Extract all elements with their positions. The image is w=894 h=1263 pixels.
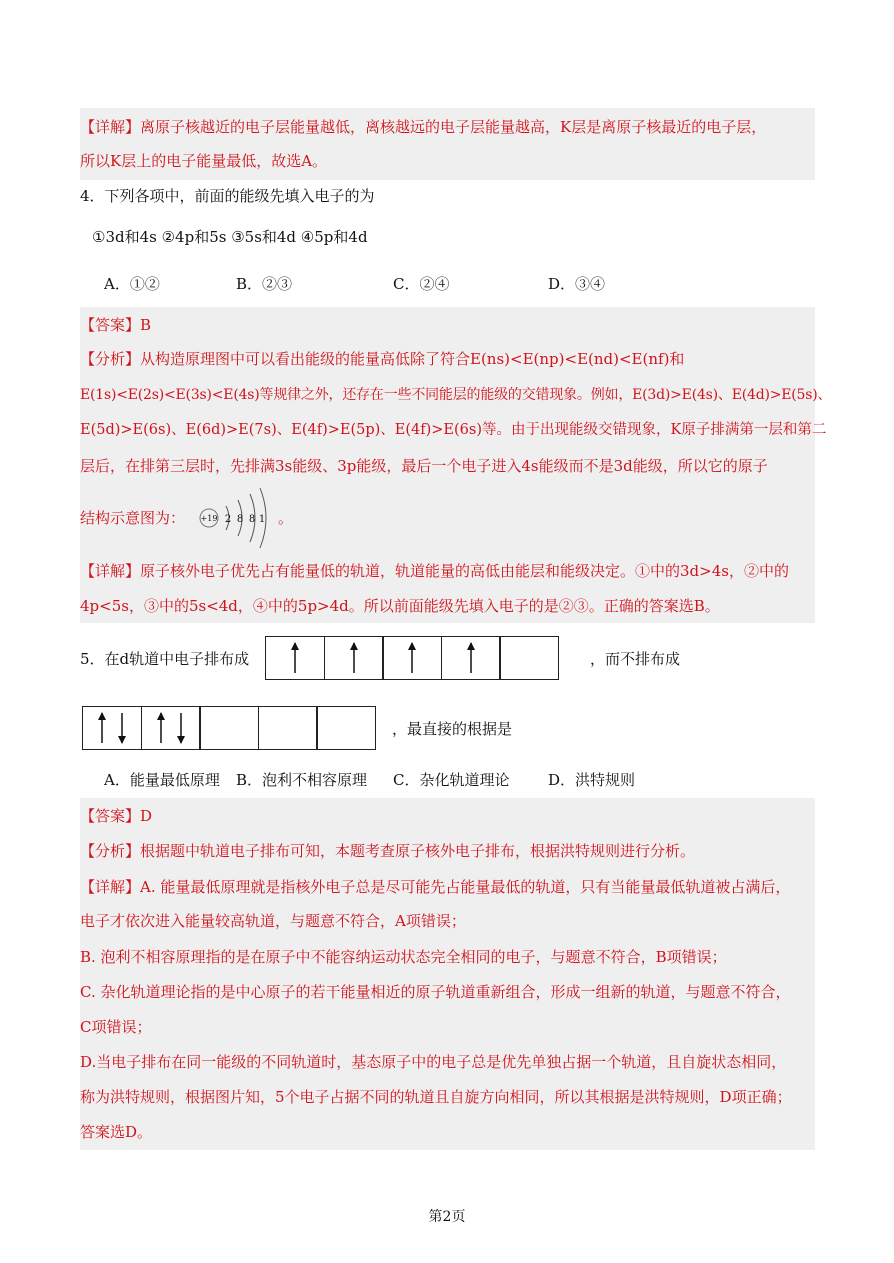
shell-electrons-3: 8 bbox=[248, 514, 256, 525]
q5-detail-line: 电子才依次进入能量较高轨道，与题意不符合，A项错误； bbox=[80, 912, 466, 930]
spin-up-arrow-icon bbox=[349, 641, 359, 675]
q5-detail-line: B. 泡利不相容原理指的是在原子中不能容纳运动状态完全相同的电子，与题意不符合，B项错误； bbox=[80, 948, 727, 966]
q5-stem: 5．在d轨道中电子排布成 bbox=[80, 650, 250, 668]
q4-answer: 【答案】B bbox=[80, 316, 152, 334]
spin-up-arrow-icon bbox=[407, 641, 417, 675]
q5-option-a: A．能量最低原理 bbox=[104, 771, 220, 789]
orbital-box-5 bbox=[316, 706, 376, 750]
q4-option-b: B．②③ bbox=[236, 275, 293, 293]
orbital-box-3 bbox=[199, 706, 259, 750]
q5-detail-line: 【详解】A. 能量最低原理就是指核外电子总是尽可能先占能量最低的轨道，只有当能量最低轨道被占满后， bbox=[80, 878, 791, 896]
q4-analysis-end: 。 bbox=[278, 509, 294, 527]
orbital-box-4 bbox=[258, 706, 318, 750]
orbital-box-4 bbox=[441, 636, 501, 680]
q4-stem: 4．下列各项中，前面的能级先填入电子的为 bbox=[80, 187, 375, 205]
q4-analysis-line: 层后，在排第三层时，先排满3s能级、3p能级，最后一个电子进入4s能级而不是3d能级，所以它的原子 bbox=[80, 457, 768, 475]
spin-up-arrow-icon bbox=[466, 641, 476, 675]
q5-detail-line: C项错误； bbox=[80, 1018, 152, 1036]
shell-electrons-1: 2 bbox=[224, 514, 232, 525]
q5-analysis-line: 【分析】根据题中轨道电子排布可知，本题考查原子核外电子排布，根据洪特规则进行分析。 bbox=[80, 842, 696, 860]
q4-analysis-line: E(1s)<E(2s)<E(3s)<E(4s)等规律之外，还存在一些不同能层的能级的交错现象。例如，E(3d)>E(4s)、E(4d)>E(5s)、 bbox=[80, 387, 832, 403]
shell-electrons-2: 8 bbox=[236, 514, 244, 525]
d-orbital-hund-diagram bbox=[265, 636, 559, 680]
q5-option-d: D．洪特规则 bbox=[548, 771, 636, 789]
q4-option-c: C．②④ bbox=[393, 275, 450, 293]
q5-detail-line: 称为洪特规则，根据图片知，5个电子占据不同的轨道且自旋方向相同，所以其根据是洪特规则，D项正确； bbox=[80, 1088, 792, 1106]
page-number: 第2页 bbox=[428, 1209, 466, 1225]
q5-option-c: C．杂化轨道理论 bbox=[393, 771, 510, 789]
q5-detail-line: D.当电子排布在同一能级的不同轨道时，基态原子中的电子总是优先单独占据一个轨道，且自旋状态相同， bbox=[80, 1053, 787, 1071]
q4-detail-line: 4p<5s，③中的5s<4d，④中的5p>4d。所以前面能级先填入电子的是②③。正确的答案选B。 bbox=[80, 597, 720, 615]
q4-detail-line: 【详解】原子核外电子优先占有能量低的轨道，轨道能量的高低由能层和能级决定。①中的3d>4s，②中的 bbox=[80, 562, 789, 580]
orbital-box-1 bbox=[265, 636, 325, 680]
orbital-box-5 bbox=[499, 636, 559, 680]
q4-items: ①3d和4s ②4p和5s ③5s和4d ④5p和4d bbox=[92, 228, 368, 246]
spin-up-arrow-icon bbox=[290, 641, 300, 675]
spin-down-arrow-icon bbox=[117, 711, 127, 745]
spin-down-arrow-icon bbox=[176, 711, 186, 745]
potassium-atom-structure-diagram bbox=[196, 486, 276, 550]
orbital-box-2 bbox=[141, 706, 201, 750]
nucleus-charge: +19 bbox=[200, 514, 218, 523]
q3-detail-line: 【详解】离原子核越近的电子层能量越低，离核越远的电子层能量越高，K层是离原子核最近的电子层， bbox=[80, 118, 767, 136]
q5-detail-line: C. 杂化轨道理论指的是中心原子的若干能量相近的原子轨道重新组合，形成一组新的轨道，与题意不符合， bbox=[80, 983, 791, 1001]
spin-up-arrow-icon bbox=[97, 711, 107, 745]
q5-option-b: B．泡利不相容原理 bbox=[236, 771, 368, 789]
q4-analysis-line: 结构示意图为： bbox=[80, 509, 186, 527]
q4-option-a: A．①② bbox=[104, 275, 160, 293]
q4-option-d: D．③④ bbox=[548, 275, 606, 293]
q5-answer: 【答案】D bbox=[80, 807, 153, 825]
q5-stem-tail: ，而不排布成 bbox=[590, 650, 681, 668]
orbital-box-3 bbox=[382, 636, 442, 680]
d-orbital-paired-diagram bbox=[82, 706, 376, 750]
orbital-box-1 bbox=[82, 706, 142, 750]
shell-electrons-4: 1 bbox=[258, 514, 266, 525]
orbital-box-2 bbox=[324, 636, 384, 680]
q4-analysis-line: 【分析】从构造原理图中可以看出能级的能量高低除了符合E(ns)<E(np)<E(nd)<E(nf)和 bbox=[80, 350, 685, 368]
q5-second-tail: ，最直接的根据是 bbox=[392, 720, 513, 738]
q4-analysis-line: E(5d)>E(6s)、E(6d)>E(7s)、E(4f)>E(5p)、E(4f)>E(6s)等。由于出现能级交错现象，K原子排满第一层和第二 bbox=[80, 422, 827, 438]
q3-detail-line: 所以K层上的电子能量最低，故选A。 bbox=[80, 152, 328, 170]
q5-detail-line: 答案选D。 bbox=[80, 1123, 153, 1141]
spin-up-arrow-icon bbox=[156, 711, 166, 745]
